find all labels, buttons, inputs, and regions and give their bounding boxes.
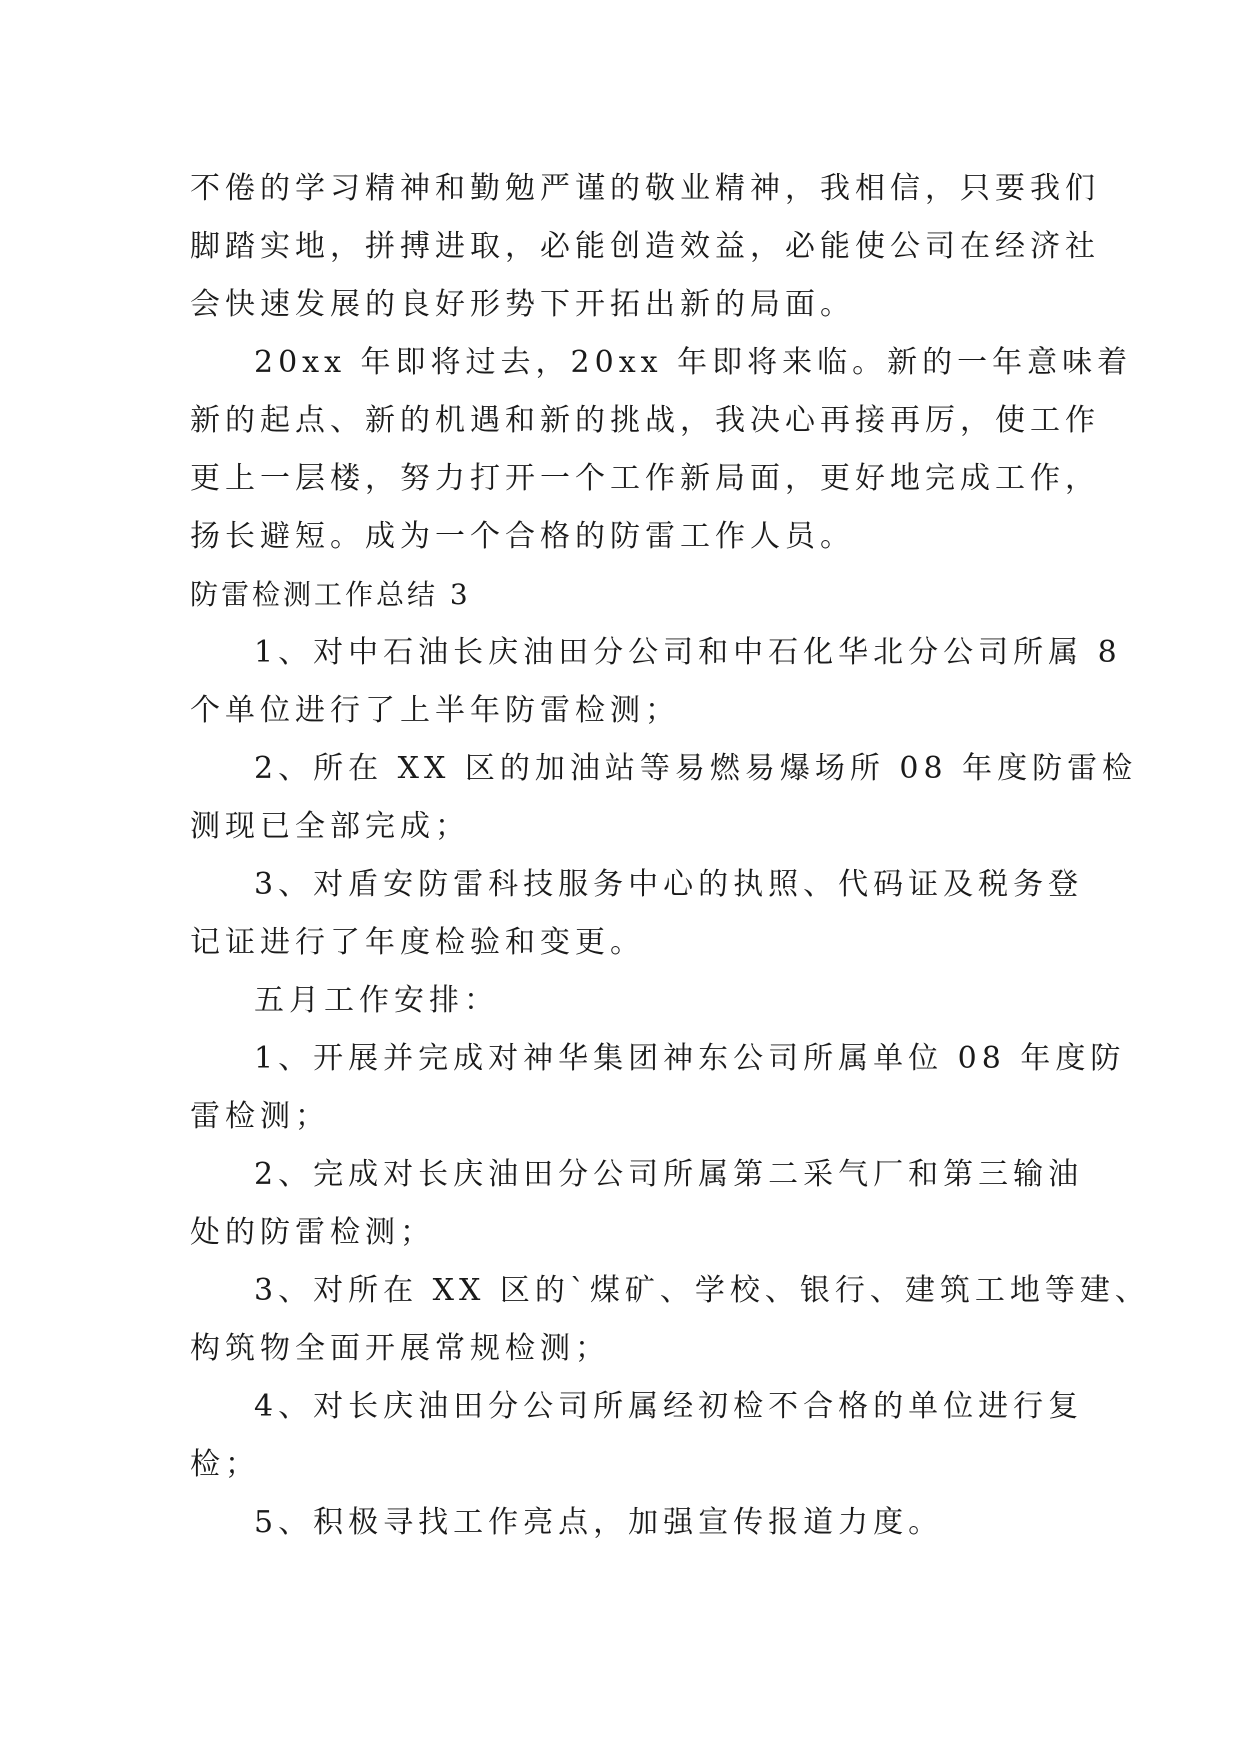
text-line: 不倦的学习精神和勤勉严谨的敬业精神，我相信，只要我们 [190, 171, 1100, 206]
paragraph-2 [190, 334, 1133, 566]
text-line: 个单位进行了上半年防雷检测； [190, 693, 680, 728]
plan-item-4 [190, 1378, 1084, 1494]
text-line: 2、所在 XX 区的加油站等易燃易爆场所 08 年度防雷检 [254, 751, 1138, 786]
text-line: 新的起点、新的机遇和新的挑战，我决心再接再厉，使工作 [190, 403, 1100, 438]
plan-item-3 [190, 1262, 1150, 1378]
text-line: 记证进行了年度检验和变更。 [190, 925, 645, 960]
text-line: 会快速发展的良好形势下开拓出新的局面。 [190, 287, 855, 322]
text-line: 雷检测； [190, 1099, 330, 1134]
paragraph-1 [190, 160, 1100, 334]
list-item-3 [190, 856, 1084, 972]
text-line: 20xx 年即将过去，20xx 年即将来临。新的一年意味着 [254, 345, 1133, 380]
plan-item-5 [190, 1494, 1050, 1552]
text-line: 1、对中石油长庆油田分公司和中石化华北分公司所属 8 [254, 635, 1122, 670]
text-line: 五月工作安排： [254, 983, 499, 1018]
plan-item-2 [190, 1146, 1084, 1262]
text-line: 3、对盾安防雷科技服务中心的执照、代码证及税务登 [254, 867, 1084, 902]
list-item-2 [190, 740, 1138, 856]
list-item-1 [190, 624, 1122, 740]
text-line: 构筑物全面开展常规检测； [190, 1331, 610, 1366]
text-line: 更上一层楼，努力打开一个工作新局面，更好地完成工作， [190, 461, 1100, 496]
text-line: 脚踏实地，拼搏进取，必能创造效益，必能使公司在经济社 [190, 229, 1100, 264]
text-line: 4、对长庆油田分公司所属经初检不合格的单位进行复 [254, 1389, 1084, 1424]
section-title: 防雷检测工作总结 3 [190, 578, 471, 611]
text-line: 5、积极寻找工作亮点，加强宣传报道力度。 [254, 1505, 944, 1540]
plan-item-1 [190, 1030, 1126, 1146]
text-line: 处的防雷检测； [190, 1215, 435, 1250]
document-page [190, 160, 1150, 1552]
text-line: 扬长避短。成为一个合格的防雷工作人员。 [190, 519, 855, 554]
text-line: 2、完成对长庆油田分公司所属第二采气厂和第三输油 [254, 1157, 1084, 1192]
text-line: 检； [190, 1447, 260, 1482]
text-line: 测现已全部完成； [190, 809, 470, 844]
text-line: 3、对所在 XX 区的`煤矿、学校、银行、建筑工地等建、 [254, 1273, 1150, 1308]
text-line: 1、开展并完成对神华集团神东公司所属单位 08 年度防 [254, 1041, 1126, 1076]
subheading-may-plan [190, 972, 1050, 1030]
